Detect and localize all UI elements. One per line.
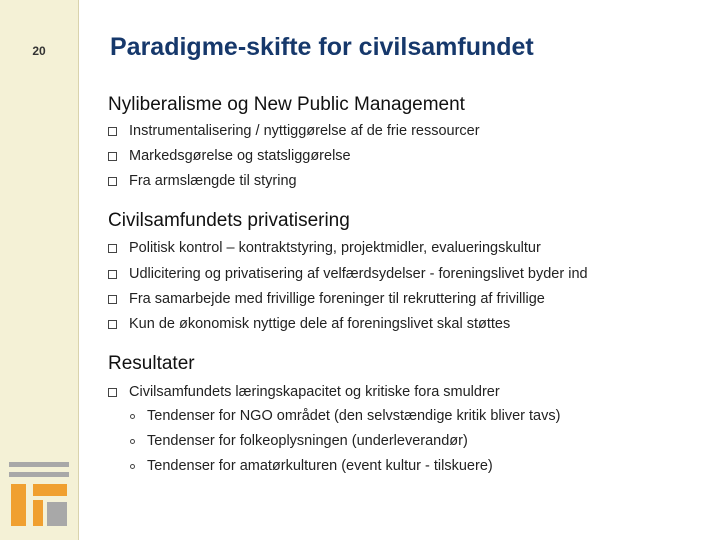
checkbox-bullet-icon <box>108 270 117 279</box>
checkbox-bullet-icon <box>108 388 117 397</box>
circle-bullet-icon <box>130 414 135 419</box>
checkbox-bullet-icon <box>108 320 117 329</box>
circle-bullet-icon <box>130 439 135 444</box>
bullet-text: Politisk kontrol – kontraktstyring, projektmidler, evalueringskultur <box>129 240 541 256</box>
organization-logo <box>9 462 69 528</box>
bullet-item <box>108 240 541 256</box>
bullet-text: Civilsamfundets læringskapacitet og kritiske fora smuldrer <box>129 384 500 400</box>
bullet-text: Udlicitering og privatisering af velfærdsydelser - foreningslivet byder ind <box>129 266 588 282</box>
section-heading-nyliberalisme: Nyliberalisme og New Public Management <box>108 94 465 115</box>
checkbox-bullet-icon <box>108 127 117 136</box>
bullet-item <box>108 384 500 400</box>
slide-number: 20 <box>32 44 46 58</box>
sidebar-divider <box>78 0 79 540</box>
section-heading-resultater: Resultater <box>108 353 195 374</box>
sub-bullet-text: Tendenser for NGO området (den selvstændige kritik bliver tavs) <box>147 408 561 424</box>
bullet-item <box>108 266 588 282</box>
sub-bullet-item <box>130 458 493 474</box>
sub-bullet-text: Tendenser for amatørkulturen (event kultur - tilskuere) <box>147 458 493 474</box>
sub-bullet-item <box>130 433 468 449</box>
bullet-text: Markedsgørelse og statsliggørelse <box>129 148 351 164</box>
bullet-item <box>108 123 480 139</box>
section-heading-privatisering: Civilsamfundets privatisering <box>108 210 350 231</box>
checkbox-bullet-icon <box>108 177 117 186</box>
sub-bullet-item <box>130 408 560 424</box>
sub-bullet-text: Tendenser for folkeoplysningen (underleverandør) <box>147 433 468 449</box>
circle-bullet-icon <box>130 464 135 469</box>
slide-title: Paradigme-skifte for civilsamfundet <box>110 33 534 61</box>
bullet-item <box>108 148 351 164</box>
checkbox-bullet-icon <box>108 152 117 161</box>
bullet-text: Fra armslængde til styring <box>129 173 297 189</box>
checkbox-bullet-icon <box>108 295 117 304</box>
sidebar-panel <box>0 0 78 540</box>
bullet-item <box>108 291 545 307</box>
bullet-item <box>108 316 510 332</box>
bullet-item <box>108 173 297 189</box>
checkbox-bullet-icon <box>108 244 117 253</box>
bullet-text: Instrumentalisering / nyttiggørelse af de frie ressourcer <box>129 123 480 139</box>
bullet-text: Kun de økonomisk nyttige dele af foreningslivet skal støttes <box>129 316 511 332</box>
bullet-text: Fra samarbejde med frivillige foreninger til rekruttering af frivillige <box>129 291 545 307</box>
